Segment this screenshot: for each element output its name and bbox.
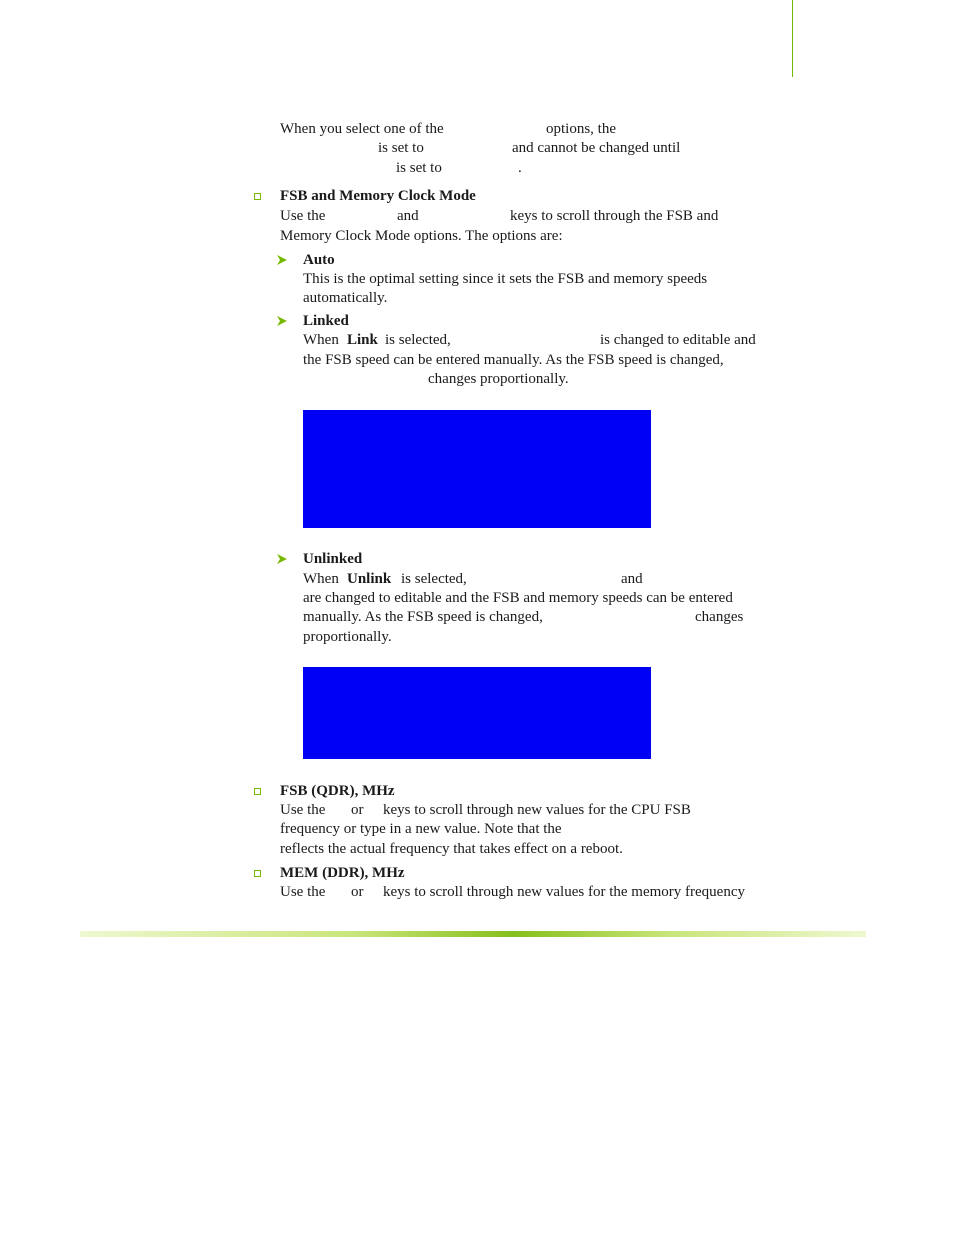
body-text: is selected,	[401, 571, 467, 587]
body-text: and	[397, 208, 419, 224]
option-title: Auto	[303, 252, 335, 268]
body-text: or	[351, 802, 364, 818]
body-text: reflects the actual frequency that takes effect on a reboot.	[280, 841, 623, 857]
body-text: When	[303, 332, 339, 348]
body-text: Use the	[280, 884, 326, 900]
bios-screenshot-linked	[303, 410, 651, 528]
square-bullet-icon	[254, 193, 261, 200]
body-text: automatically.	[303, 290, 388, 306]
body-text: Memory Clock Mode options. The options are:	[280, 228, 563, 244]
arrow-bullet-icon	[276, 315, 288, 327]
option-title: Linked	[303, 313, 349, 329]
footer-gradient-rule	[80, 931, 866, 937]
body-text: When	[303, 571, 339, 587]
bios-screenshot-unlinked	[303, 667, 651, 759]
header-rule	[792, 0, 793, 77]
body-text: manually. As the FSB speed is changed,	[303, 609, 543, 625]
body-text: or	[351, 884, 364, 900]
section-title: FSB (QDR), MHz	[280, 783, 395, 799]
section-title: FSB and Memory Clock Mode	[280, 188, 476, 204]
body-text-bold: Link	[347, 332, 378, 348]
body-text: keys to scroll through the FSB and	[510, 208, 719, 224]
body-text: and	[621, 571, 643, 587]
square-bullet-icon	[254, 870, 261, 877]
body-text: changes proportionally.	[428, 371, 569, 387]
body-text: Use the	[280, 802, 326, 818]
intro-text: options, the	[546, 121, 616, 137]
body-text: keys to scroll through new values for the CPU FSB	[383, 802, 691, 818]
body-text: changes	[695, 609, 744, 625]
arrow-bullet-icon	[276, 254, 288, 266]
intro-text: .	[518, 160, 522, 176]
body-text: keys to scroll through new values for the memory frequency	[383, 884, 745, 900]
body-text: frequency or type in a new value. Note that the	[280, 821, 562, 837]
intro-text: and cannot be changed until	[512, 140, 681, 156]
body-text: the FSB speed can be entered manually. As the FSB speed is changed,	[303, 352, 724, 368]
body-text: are changed to editable and the FSB and memory speeds can be entered	[303, 590, 733, 606]
body-text-bold: Unlink	[347, 571, 392, 587]
square-bullet-icon	[254, 788, 261, 795]
intro-text: is set to	[378, 140, 424, 156]
option-title: Unlinked	[303, 551, 363, 567]
body-text: This is the optimal setting since it sets the FSB and memory speeds	[303, 271, 708, 287]
body-text: Use the	[280, 208, 326, 224]
intro-text: is set to	[396, 160, 442, 176]
body-text: is changed to editable and	[600, 332, 756, 348]
intro-text: When you select one of the	[280, 121, 444, 137]
body-text: proportionally.	[303, 629, 392, 645]
body-text: is selected,	[385, 332, 451, 348]
arrow-bullet-icon	[276, 553, 288, 565]
section-title: MEM (DDR), MHz	[280, 865, 405, 881]
